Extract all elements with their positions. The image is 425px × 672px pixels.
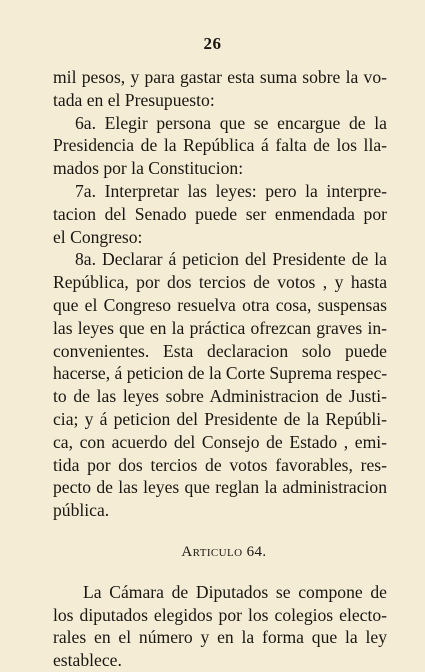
text-line: el Congreso:	[53, 226, 143, 247]
text-line: tada en el Presupuesto:	[53, 89, 215, 110]
text-line: tida por dos tercios de votos favorables, res-	[53, 454, 387, 475]
page-number: 26	[203, 34, 222, 53]
text-line: 6a. Elegir persona que se encargue de la	[75, 112, 387, 133]
text-line: tacion del Senado puede ser enmendada por	[53, 203, 387, 224]
paragraph-item-8a	[53, 248, 387, 522]
text-line: las leyes que en la práctica ofrezcan graves in-	[53, 317, 387, 338]
text-line: pública.	[53, 500, 110, 521]
text-line: 7a. Interpretar las leyes: pero la interpre-	[75, 180, 387, 201]
text-line: convenientes. Esta declaracion solo puede	[53, 340, 387, 361]
text-line: cia; y á peticion del Presidente de la Repúbli-	[53, 408, 387, 429]
paragraph-article-64	[53, 581, 387, 672]
text-line: Presidencia de la República á falta de los lla-	[53, 135, 387, 156]
page-body	[53, 66, 387, 672]
text-line: La Cámara de Diputados se compone de	[83, 581, 387, 602]
paragraph-continuation	[53, 66, 387, 112]
text-line: establece.	[53, 650, 122, 671]
text-line: pecto de las leyes que reglan la administracion	[53, 477, 387, 498]
text-line: los diputados elegidos por los colegios electo-	[53, 604, 387, 625]
text-line: que el Congreso resuelva otra cosa, suspensas	[53, 294, 387, 315]
text-line: ca, con acuerdo del Consejo de Estado , emi-	[53, 431, 387, 452]
text-line: rales en el número y en la forma que la ley	[53, 627, 387, 648]
paragraph-item-6a	[53, 112, 387, 180]
text-line: República, por dos tercios de votos , y hasta	[53, 272, 387, 293]
text-line: hacerse, á peticion de la Corte Suprema respec-	[53, 363, 388, 384]
text-line: mados por la Constitucion:	[53, 158, 244, 179]
text-line: 8a. Declarar á peticion del Presidente de la	[75, 249, 387, 270]
article-heading: Articulo 64.	[181, 543, 267, 560]
text-line: mil pesos, y para gastar esta suma sobre la vo-	[53, 67, 387, 87]
paragraph-item-7a	[53, 180, 387, 248]
text-line: to de las leyes sobre Administracion de Justi-	[53, 386, 387, 407]
